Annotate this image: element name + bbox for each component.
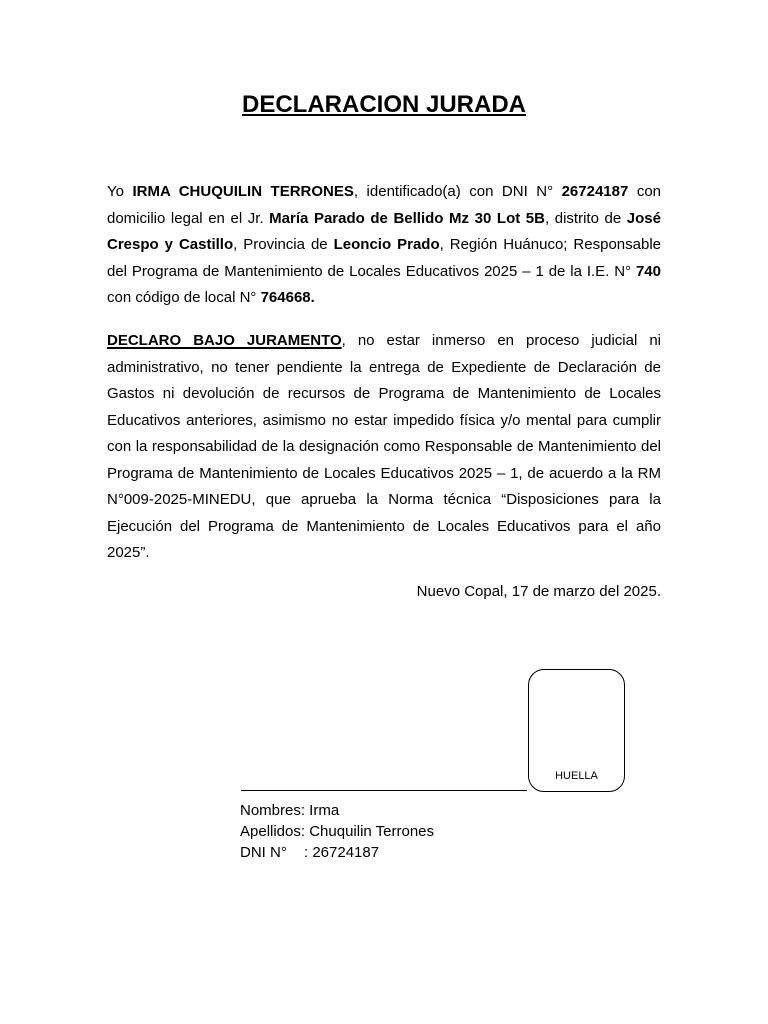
district-name-part-2: Crespo y Castillo [107,236,234,253]
paragraph-line: Ejecución del Programa de Mantenimiento de Locales Educativos para el año [107,517,661,535]
signer-details [240,800,434,863]
paragraph-declaration [107,328,661,567]
paragraph-line [107,328,661,355]
text-segment: con código de local N° [107,289,261,306]
fingerprint-box [528,669,625,792]
text-segment: con [628,183,662,200]
text-segment: Yo [107,183,133,200]
paragraph-line: Educativos anteriores, asimismo no estar impedido física y/o mental para cumplir [107,411,661,429]
paragraph-line: administrativo, no tener pendiente la entrega de Expediente de Declaración de [107,358,661,376]
school-number: 740 [635,262,661,280]
paragraph-line: con la responsabilidad de la designación como Responsable de Mantenimiento del [107,438,661,455]
text-segment: , no estar inmerso en proceso judicial ni [341,332,661,349]
text-segment: , distrito de [545,209,627,227]
signer-names: Nombres: Irma [240,802,340,819]
paragraph-line [107,232,661,259]
place-and-date: Nuevo Copal, 17 de marzo del 2025. [416,583,661,600]
declarant-name: IRMA CHUQUILIN TERRONES [132,183,354,200]
signer-dni [240,842,434,863]
dni-number: 26724187 [561,183,629,200]
text-segment: domicilio legal en el Jr. [107,209,270,227]
paragraph-line: 2025”. [107,544,150,561]
declaration-heading: DECLARO BAJO JURAMENTO [107,332,342,349]
signer-dni-value: : 26724187 [304,844,380,861]
district-name-part-1: José [626,209,661,227]
signer-surnames: Apellidos: Chuquilin Terrones [240,823,435,840]
paragraph-line [107,206,661,233]
paragraph-line [107,259,661,286]
paragraph-line [107,285,661,312]
document-title [0,91,768,119]
signature-line [241,790,527,791]
paragraph-line [107,179,661,206]
paragraph-line: Programa de Mantenimiento de Locales Educativos 2025 – 1, de acuerdo a la RM [107,464,661,482]
paragraph-identification [107,179,661,312]
signer-dni-label: DNI N° [240,844,287,861]
fingerprint-label: HUELLA [555,770,598,782]
paragraph-line: N°009-2025-MINEDU, que aprueba la Norma técnica “Disposiciones para la [107,491,661,508]
text-segment: , identificado(a) con DNI N° [353,183,562,200]
local-code: 764668. [260,289,315,306]
paragraph-line: Gastos ni devolución de recursos de Programa de Mantenimiento de Locales [107,385,661,402]
text-segment: del Programa de Mantenimiento de Locales Educativos 2025 – 1 de la I.E. N° [107,262,636,280]
text-segment: , Provincia de [233,236,334,253]
document-title-text: DECLARACION JURADA [241,91,526,118]
province-name: Leoncio Prado [333,236,440,253]
address: María Parado de Bellido Mz 30 Lot 5B [269,209,545,227]
text-segment: , Región Huánuco; Responsable [439,236,661,253]
